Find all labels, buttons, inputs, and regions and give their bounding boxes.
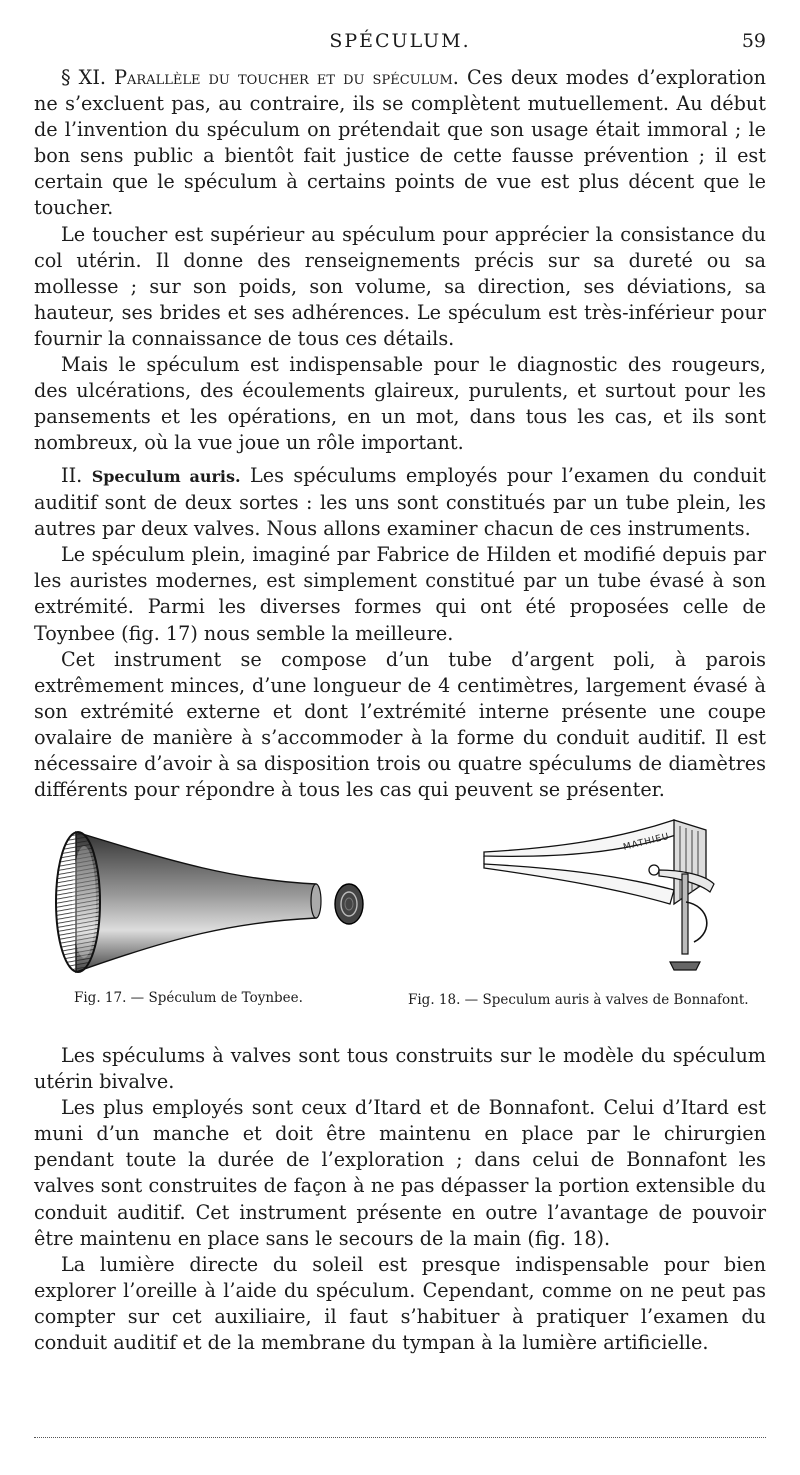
page-number: 59 [741,30,766,52]
section-xi-paragraph-1-text: Ces deux modes d’exploration ne s’excluent pas, au contraire, ils se complètent mutuellement. Au début de l’invention du spéculum on prétendait que son usage était immoral ; le bon sens public a bientôt fait justice de cette fausse prévention ; il est certain que le spéculum à certains points de vue est plus décent que le toucher. [34,66,766,220]
section-xi-number: § XI. [61,66,107,89]
section-ii-heading: Speculum auris. [91,467,241,486]
section-ii-paragraph-1 [34,463,766,542]
figures-row [34,812,766,1022]
footer-dotted-rule [34,1437,766,1438]
maker-engraving: MATHIEU [622,831,671,853]
section-ii-paragraph-2: Le spéculum plein, imaginé par Fabrice de Hilden et modifié depuis par les auristes modernes, est simplement constitué par un tube évasé à son extrémité. Parmi les diverses formes qui ont été proposées celle de Toynbee (fig. 17) nous semble la meilleure. [34,543,766,645]
section-xi-paragraph-2: Le toucher est supérieur au spéculum pour apprécier la consistance du col utérin. Il donne des renseignements précis sur sa dureté ou sa mollesse ; sur son poids, son volume, sa direction, ses déviations, sa hauteur, ses brides et ses adhérences. Le spéculum est très-inférieur pour fournir la connaissance de tous ces détails. [34,222,766,350]
section-ii [34,463,766,803]
toynbee-speculum-illustration [54,822,374,992]
bonnafont-speculum-illustration [474,812,724,982]
page-header [34,30,766,58]
running-title: SPÉCULUM. [329,30,471,52]
section-xi-heading: Parallèle du toucher et du spéculum. [114,66,459,89]
section-ii-paragraph-1-text: Les spéculums employés pour l’examen du conduit auditif sont de deux sortes : les uns sont constitués par un tube plein, les autres par deux valves. Nous allons examiner chacun de ces instruments. [34,464,766,541]
section-xi-paragraph-1 [34,65,766,222]
fig18-caption: Fig. 18. — Speculum auris à valves de Bonnafont. [408,992,749,1008]
after-figures-text [34,1043,766,1356]
fig17-caption: Fig. 17. — Spéculum de Toynbee. [74,990,303,1006]
after-figures-paragraph-2: Les plus employés sont ceux d’Itard et de Bonnafont. Celui d’Itard est muni d’un manche et doit être maintenu en place par le chirurgien pendant toute la durée de l’exploration ; dans celui de Bonnafont les valves sont construites de façon à ne pas dépasser la portion extensible du conduit auditif. Cet instrument présente en outre l’avantage de pouvoir être maintenu en place sans le secours de la main (fig. 18). [34,1096,766,1250]
after-figures-paragraph-3: La lumière directe du soleil est presque indispensable pour bien explorer l’oreille à l’aide du spéculum. Cependant, comme on ne peut pas compter sur cet auxiliaire, il faut s’habituer à pratiquer l’examen du conduit auditif et de la membrane du tympan à la lumière artificielle. [34,1252,766,1355]
section-ii-paragraph-3: Cet instrument se compose d’un tube d’argent poli, à parois extrêmement minces, d’une longueur de 4 centimètres, largement évasé à son extrémité externe et dont l’extrémité interne présente une coupe ovalaire de manière à s’accommoder à la forme du conduit auditif. Il est nécessaire d’avoir à sa disposition trois ou quatre spéculums de diamètres différents pour répondre à tous les cas qui peuvent se présenter. [34,647,766,802]
section-xi [34,65,766,456]
after-figures-paragraph-1: Les spéculums à valves sont tous construits sur le modèle du spéculum utérin bivalve. [34,1044,766,1094]
section-ii-number: II. [61,464,83,487]
section-xi-paragraph-3: Mais le spéculum est indispensable pour le diagnostic des rougeurs, des ulcérations, des écoulements glaireux, purulents, et surtout pour les pansements et les opérations, en un mot, dans tous les cas, et ils sont nombreux, où la vue joue un rôle important. [34,353,766,455]
